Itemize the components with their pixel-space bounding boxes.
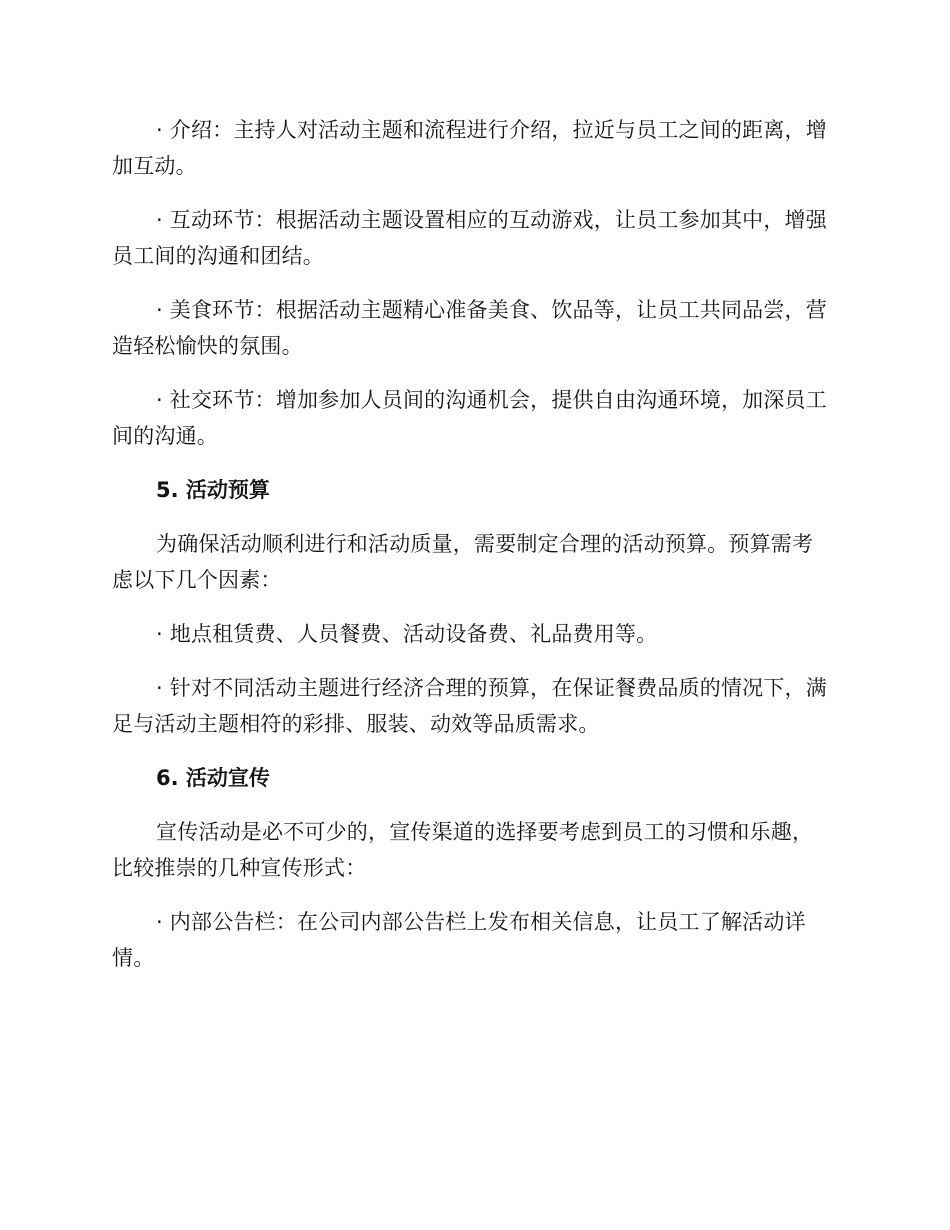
paragraph-budget-intro: 为确保活动顺利进行和活动质量，需要制定合理的活动预算。预算需考虑以下几个因素：	[112, 532, 814, 592]
bullet-item-food: · 美食环节：根据活动主题精心准备美食、饮品等，让员工共同品尝，营造轻松愉快的氛围。	[112, 298, 827, 358]
document-body	[112, 112, 832, 994]
bullet-item-bulletin-board: · 内部公告栏：在公司内部公告栏上发布相关信息，让员工了解活动详情。	[112, 910, 806, 970]
bullet-item-costs: · 地点租赁费、人员餐费、活动设备费、礼品费用等。	[156, 622, 658, 646]
paragraph-promotion-intro: 宣传活动是必不可少的，宣传渠道的选择要考虑到员工的习惯和乐趣，比较推崇的几种宣传形式：	[112, 820, 814, 880]
section-heading-budget: 5. 活动预算	[156, 478, 270, 502]
bullet-item-intro: · 介绍：主持人对活动主题和流程进行介绍，拉近与员工之间的距离，增加互动。	[112, 118, 827, 178]
bullet-item-budget-plan: · 针对不同活动主题进行经济合理的预算，在保证餐费品质的情况下，满足与活动主题相符的彩排、服装、动效等品质需求。	[112, 676, 827, 736]
bullet-item-social: · 社交环节：增加参加人员间的沟通机会，提供自由沟通环境，加深员工间的沟通。	[112, 388, 827, 448]
section-heading-promotion: 6. 活动宣传	[156, 766, 270, 790]
bullet-item-interaction: · 互动环节：根据活动主题设置相应的互动游戏，让员工参加其中，增强员工间的沟通和团结。	[112, 208, 827, 268]
